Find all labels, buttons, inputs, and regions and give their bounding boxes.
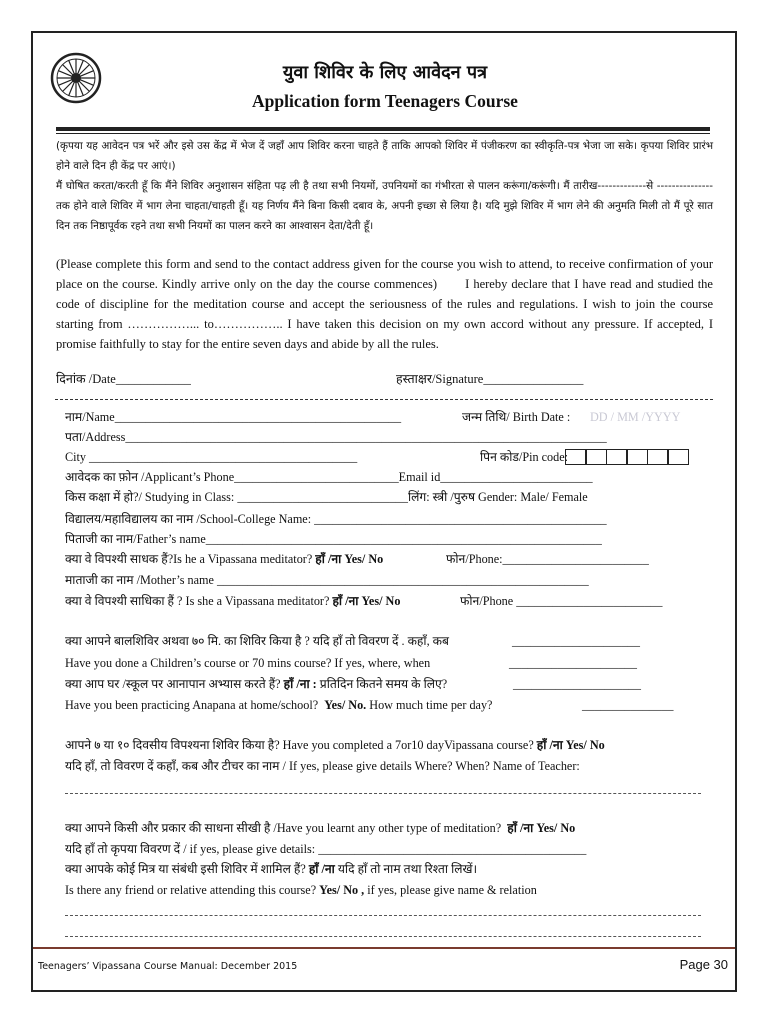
childrens-course-answer[interactable]: _____________________: [509, 656, 637, 670]
footer-rule: [33, 947, 735, 949]
friend-attending-english: [65, 883, 537, 898]
childrens-course-english: Have you done a Children’s course or 70 mins course? If yes, where, when: [65, 656, 431, 670]
intro-english-2: I hereby declare that I have read and studied the code of discipline for the meditation course and accept the seriousness of the rules and regulations. I wish to join the course starting from ……………... to…………….. I have taken this decision on my own accord without any pressure. If accepted, I promise faithfully to stay for the entire seven days and abide by all the rules.: [56, 277, 713, 351]
friend-hindi-note: यदि हाँ तो नाम तथा रिश्ता लिखें।: [337, 862, 478, 876]
mother-meditator-question: [65, 594, 400, 609]
friend-attending-hindi: [65, 862, 477, 877]
footer-manual-title: Teenagers’ Vipassana Course Manual: December 2015: [38, 961, 298, 972]
vipassana-course-question: [65, 738, 605, 753]
phone-email-field[interactable]: आवेदक का फ़ोन /Applicant’s Phone___________________________Email id_________________________: [65, 470, 593, 484]
title-english: Application form Teenagers Course: [252, 91, 518, 111]
mother-phone-field[interactable]: फोन/Phone ________________________: [460, 594, 663, 608]
address-field[interactable]: पता/Address_______________________________________________________________________________: [65, 430, 607, 444]
friend-details-line-1[interactable]: [65, 915, 701, 916]
intro-hindi-1: (कृपया यह आवेदन पत्र भरें और इसे उस केंद्र में भेज दें जहाँ आप शिविर करना चाहते हैं ताकि आपको शिविर में पंजीकरण का स्वीकृति-पत्र भेजा जा सके। कृपया शिविर प्रारंभ होने वाले दिन ही केंद्र पर आएं।): [56, 140, 713, 172]
pin-box[interactable]: [585, 449, 607, 465]
intro-hindi-2: मैं घोषित करता/करती हूँ कि मैंने शिविर अनुशासन संहिता पढ़ ली है तथा सभी नियमों, उपनियमों का गंभीरता से पालन करूंगा/करूंगी। मैं तारीख-------------से ---------------तक होने वाले शिविर में भाग लेना चाहता/चाहती हूँ। यह निर्णय मैंने बिना किसी दबाव के, अपनी इच्छा से लिया है। यदि मुझे शिविर में भाग लेने की अनुमति मिली तो मैं पूरे सात दिन तक निष्ठापूर्वक रहने तथा सभी नियमों का पालन करने का आश्वासन देता/देती हूँ।: [56, 180, 713, 232]
anapana-hindi-answer[interactable]: _____________________: [513, 677, 641, 691]
city-field[interactable]: City ____________________________________________: [65, 450, 358, 464]
pin-box[interactable]: [606, 449, 628, 465]
pin-code-boxes[interactable]: [566, 449, 689, 465]
friend-choice[interactable]: Yes/ No ,: [319, 883, 365, 897]
vipassana-question: आपने ७ या १० दिवसीय विपश्यना शिविर किया है? Have you completed a 7or10 dayVipassana course?: [65, 738, 534, 752]
father-meditator-question: [65, 552, 383, 567]
anapana-hindi: [65, 677, 447, 692]
friend-hindi-choice[interactable]: हाँ /ना: [308, 862, 335, 876]
father-phone-field[interactable]: फोन/Phone:________________________: [446, 552, 649, 566]
other-meditation-choice[interactable]: हाँ /ना Yes/ No: [507, 821, 576, 835]
mother-meditator-label: क्या वे विपश्यी साधिका हैं ? Is she a Vipassana meditator?: [65, 594, 330, 608]
section-separator: [55, 399, 713, 400]
school-field[interactable]: विद्यालय/महाविद्यालय का नाम /School-College Name: ________________________________________________: [65, 512, 607, 526]
header-rule-thin: [56, 133, 710, 134]
title-hindi: युवा शिविर के लिए आवेदन पत्र: [282, 62, 488, 83]
signature-field[interactable]: हस्ताक्षर/Signature________________: [396, 372, 584, 386]
friend-question: Is there any friend or relative attending this course?: [65, 883, 317, 897]
anapana-duration-answer[interactable]: _______________: [582, 698, 674, 712]
mother-meditator-choice[interactable]: हाँ /ना Yes/ No: [332, 594, 401, 608]
pin-box[interactable]: [626, 449, 648, 465]
father-meditator-choice[interactable]: हाँ /ना Yes/ No: [315, 552, 384, 566]
vipassana-choice[interactable]: हाँ /ना Yes/ No: [536, 738, 605, 752]
anapana-hindi-question: क्या आप घर /स्कूल पर आनापान अभ्यास करते हैं?: [65, 677, 281, 691]
birth-date-label: जन्म तिथि/ Birth Date :: [462, 410, 571, 424]
father-name-field[interactable]: पिताजी का नाम/Father’s name_________________________________________________________________: [65, 532, 602, 546]
name-field[interactable]: नाम/Name_______________________________________________: [65, 410, 402, 424]
date-field[interactable]: दिनांक /Date____________: [56, 372, 191, 386]
childrens-course-hindi-answer[interactable]: _____________________: [512, 634, 640, 648]
header-rule: [56, 127, 710, 131]
anapana-english: [65, 698, 492, 713]
mother-name-field[interactable]: माताजी का नाम /Mother’s name _____________________________________________________________: [65, 573, 589, 587]
vipassana-details-label: यदि हाँ, तो विवरण दें कहाँ, कब और टीचर का नाम / If yes, please give details Where? When? Name of Teacher:: [65, 759, 580, 773]
pin-box[interactable]: [565, 449, 587, 465]
anapana-question: Have you been practicing Anapana at home/school?: [65, 698, 319, 712]
page-number: Page 30: [679, 957, 728, 972]
anapana-choice[interactable]: Yes/ No.: [324, 698, 367, 712]
friend-note: if yes, please give name & relation: [367, 883, 537, 897]
friend-details-line-2[interactable]: [65, 936, 701, 937]
childrens-course-hindi: क्या आपने बालशिविर अथवा ७० मि. का शिविर किया है ? यदि हाँ तो विवरण दें . कहाँ, कब: [65, 634, 449, 648]
intro-english-1: (Please complete this form and send to the contact address given for the course you wish to attend, to receive confirmation of your place on the course. Kindly arrive only on the day the course commences): [56, 257, 713, 291]
anapana-hindi-duration: प्रतिदिन कितने समय के लिए?: [319, 677, 448, 691]
anapana-duration-question: How much time per day?: [369, 698, 493, 712]
pin-box[interactable]: [647, 449, 669, 465]
anapana-hindi-choice[interactable]: हाँ /ना :: [283, 677, 317, 691]
friend-hindi-question: क्या आपके कोई मित्र या संबंधी इसी शिविर में शामिल हैं?: [65, 862, 306, 876]
intro-english: [56, 254, 713, 354]
pin-box[interactable]: [667, 449, 689, 465]
other-meditation-question: [65, 821, 575, 836]
pin-code-label: पिन कोड/Pin code:: [480, 450, 569, 464]
birth-date-input[interactable]: DD / MM /YYYY: [590, 410, 681, 424]
class-gender-field[interactable]: किस कक्षा में हो?/ Studying in Class: ____________________________लिंग: स्त्री /पुरुष Gender: Male/ Female: [65, 490, 588, 504]
other-meditation-label: क्या आपने किसी और प्रकार की साधना सीखी है /Have you learnt any other type of meditation?: [65, 821, 502, 835]
other-meditation-details[interactable]: यदि हाँ तो कृपया विवरण दें / if yes, please give details: ____________________________________________: [65, 842, 587, 856]
father-meditator-label: क्या वे विपश्यी साधक हैं?Is he a Vipassana meditator?: [65, 552, 313, 566]
vipassana-details-line[interactable]: [65, 793, 701, 794]
